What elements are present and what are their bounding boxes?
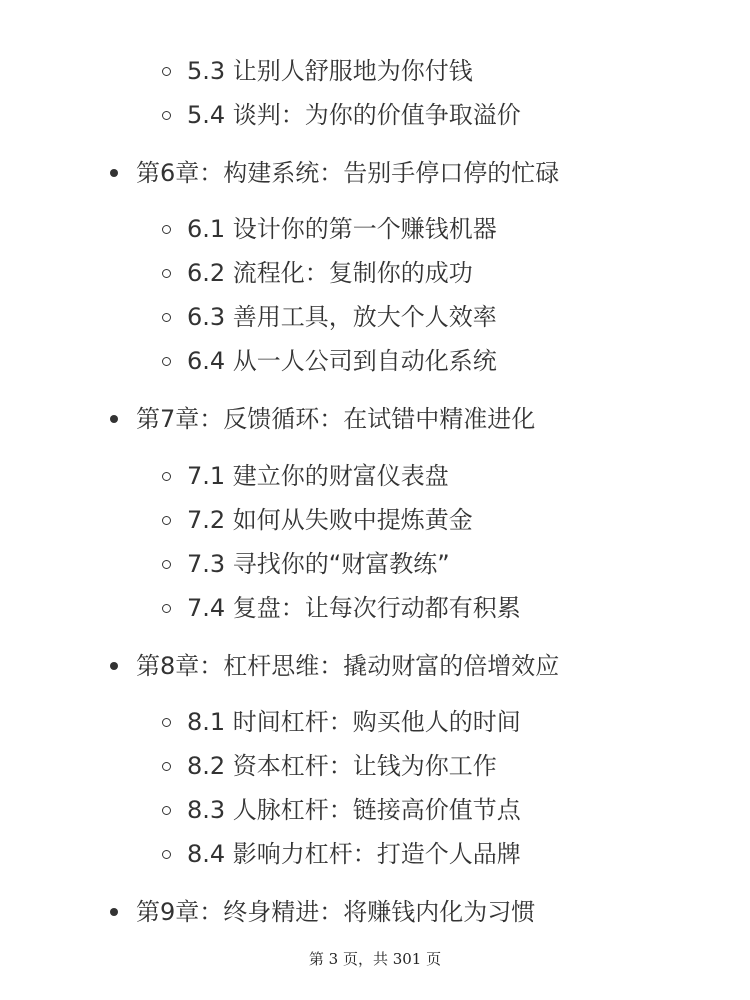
toc-section-item	[162, 744, 497, 788]
toc-chapter-text: 第6章：构建系统：告别手停口停的忙碌	[136, 159, 560, 187]
page-number-footer: 第 3 页，共 301 页	[308, 950, 442, 968]
hollow-circle-bullet-icon	[162, 472, 171, 481]
toc-chapter-text: 第8章：杠杆思维：撬动财富的倍增效应	[136, 652, 560, 680]
toc-chapter-text: 第7章：反馈循环：在试错中精准进化	[136, 405, 536, 433]
hollow-circle-bullet-icon	[162, 67, 171, 76]
toc-section-item	[162, 207, 497, 251]
hollow-circle-bullet-icon	[162, 560, 171, 569]
toc-section-text: 5.4 谈判：为你的价值争取溢价	[187, 101, 521, 129]
toc-section-item	[162, 251, 473, 295]
toc-section-item	[162, 93, 521, 137]
toc-section-item	[162, 454, 449, 498]
filled-dot-bullet-icon	[110, 908, 118, 916]
toc-section-item	[162, 586, 521, 630]
filled-dot-bullet-icon	[110, 662, 118, 670]
toc-section-item	[162, 49, 473, 93]
hollow-circle-bullet-icon	[162, 718, 171, 727]
hollow-circle-bullet-icon	[162, 357, 171, 366]
toc-chapter-item	[110, 397, 535, 441]
toc-section-item	[162, 339, 497, 383]
toc-section-item	[162, 700, 521, 744]
hollow-circle-bullet-icon	[162, 516, 171, 525]
toc-section-text: 5.3 让别人舒服地为你付钱	[187, 57, 473, 85]
toc-section-item	[162, 788, 521, 832]
filled-dot-bullet-icon	[110, 415, 118, 423]
toc-section-item	[162, 295, 497, 339]
toc-section-text: 8.3 人脉杠杆：链接高价值节点	[187, 796, 521, 824]
toc-section-text: 7.2 如何从失败中提炼黄金	[187, 506, 473, 534]
filled-dot-bullet-icon	[110, 169, 118, 177]
toc-section-item	[162, 542, 450, 586]
toc-section-text: 7.3 寻找你的“财富教练”	[187, 550, 450, 578]
toc-section-text: 6.1 设计你的第一个赚钱机器	[187, 215, 497, 243]
toc-chapter-item	[110, 151, 559, 195]
toc-section-text: 6.3 善用工具，放大个人效率	[187, 303, 497, 331]
hollow-circle-bullet-icon	[162, 111, 171, 120]
hollow-circle-bullet-icon	[162, 850, 171, 859]
toc-chapter-text: 第9章：终身精进：将赚钱内化为习惯	[136, 898, 536, 926]
toc-section-item	[162, 498, 473, 542]
toc-chapter-item	[110, 890, 535, 934]
hollow-circle-bullet-icon	[162, 604, 171, 613]
toc-section-text: 8.4 影响力杠杆：打造个人品牌	[187, 840, 521, 868]
hollow-circle-bullet-icon	[162, 762, 171, 771]
toc-section-text: 6.4 从一人公司到自动化系统	[187, 347, 497, 375]
toc-section-text: 7.4 复盘：让每次行动都有积累	[187, 594, 521, 622]
hollow-circle-bullet-icon	[162, 225, 171, 234]
toc-section-text: 8.2 资本杠杆：让钱为你工作	[187, 752, 497, 780]
toc-section-text: 7.1 建立你的财富仪表盘	[187, 462, 449, 490]
toc-section-text: 6.2 流程化：复制你的成功	[187, 259, 473, 287]
hollow-circle-bullet-icon	[162, 269, 171, 278]
hollow-circle-bullet-icon	[162, 806, 171, 815]
toc-section-text: 8.1 时间杠杆：购买他人的时间	[187, 708, 521, 736]
hollow-circle-bullet-icon	[162, 313, 171, 322]
toc-section-item	[162, 832, 521, 876]
toc-chapter-item	[110, 644, 559, 688]
